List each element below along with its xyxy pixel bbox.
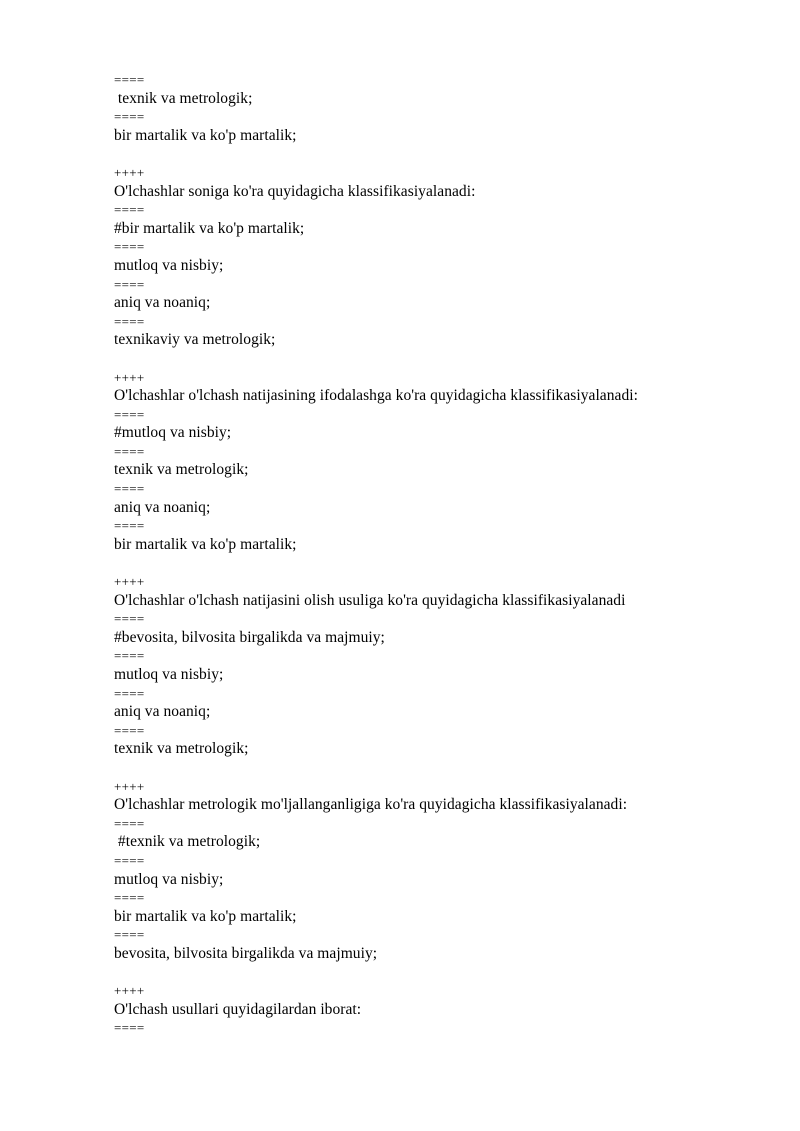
question-marker: ++++ bbox=[114, 983, 145, 999]
correct-answer-option: #bevosita, bilvosita birgalikda va majmuiy; bbox=[114, 628, 385, 646]
blank-line bbox=[114, 350, 754, 369]
separator-line: ==== bbox=[114, 1020, 145, 1036]
blank-line bbox=[114, 554, 754, 573]
answer-option: aniq va noaniq; bbox=[114, 498, 211, 516]
separator-line: ==== bbox=[114, 648, 145, 664]
answer-option: aniq va noaniq; bbox=[114, 294, 211, 312]
answer-option: texnik va metrologik; bbox=[114, 89, 253, 107]
answer-option: bir martalik va ko'p martalik; bbox=[114, 535, 297, 553]
document-page bbox=[114, 71, 754, 1038]
blank-line bbox=[114, 145, 754, 164]
question-text: O'lchash usullari quyidagilardan iborat: bbox=[114, 1000, 362, 1018]
correct-answer-option: #texnik va metrologik; bbox=[114, 833, 261, 851]
answer-option: mutloq va nisbiy; bbox=[114, 870, 224, 888]
blank-line bbox=[114, 964, 754, 983]
question-marker: ++++ bbox=[114, 164, 145, 180]
separator-line: ==== bbox=[114, 276, 145, 292]
question-marker: ++++ bbox=[114, 574, 145, 590]
separator-line: ==== bbox=[114, 518, 145, 534]
question-text: O'lchashlar soniga ko'ra quyidagicha klassifikasiyalanadi: bbox=[114, 182, 476, 200]
answer-option: bevosita, bilvosita birgalikda va majmuiy; bbox=[114, 944, 378, 962]
answer-option: texnik va metrologik; bbox=[114, 740, 249, 758]
answer-option: bir martalik va ko'p martalik; bbox=[114, 126, 297, 144]
answer-option: texnik va metrologik; bbox=[114, 461, 249, 479]
separator-line: ==== bbox=[114, 72, 145, 87]
question-text: O'lchashlar o'lchash natijasini olish usuliga ko'ra quyidagicha klassifikasiyalanadi bbox=[114, 591, 626, 609]
separator-line: ==== bbox=[114, 481, 145, 497]
blank-line bbox=[114, 759, 754, 778]
question-marker: ++++ bbox=[114, 778, 145, 794]
answer-option: mutloq va nisbiy; bbox=[114, 666, 224, 683]
separator-line: ==== bbox=[114, 109, 145, 125]
separator-line: ==== bbox=[114, 927, 145, 943]
answer-option: mutloq va nisbiy; bbox=[114, 256, 224, 274]
correct-answer-option: #mutloq va nisbiy; bbox=[114, 424, 232, 442]
question-text: O'lchashlar metrologik mo'ljallanganligiga ko'ra quyidagicha klassifikasiyalanadi: bbox=[114, 796, 628, 814]
separator-line: ==== bbox=[114, 611, 145, 627]
separator-line: ==== bbox=[114, 685, 145, 701]
separator-line: ==== bbox=[114, 202, 145, 218]
separator-line: ==== bbox=[114, 722, 145, 738]
separator-line: ==== bbox=[114, 815, 145, 831]
separator-line: ==== bbox=[114, 313, 145, 329]
separator-line: ==== bbox=[114, 239, 145, 255]
question-text: O'lchashlar o'lchash natijasining ifodalashga ko'ra quyidagicha klassifikasiyalanadi: bbox=[114, 387, 638, 405]
answer-option: aniq va noaniq; bbox=[114, 703, 211, 721]
separator-line: ==== bbox=[114, 443, 145, 459]
question-marker: ++++ bbox=[114, 369, 145, 385]
answer-option: texnikaviy va metrologik; bbox=[114, 331, 276, 349]
separator-line: ==== bbox=[114, 406, 145, 422]
answer-option: bir martalik va ko'p martalik; bbox=[114, 907, 297, 925]
separator-line: ==== bbox=[114, 890, 145, 906]
separator-line: ==== bbox=[114, 852, 145, 868]
correct-answer-option: #bir martalik va ko'p martalik; bbox=[114, 219, 305, 237]
